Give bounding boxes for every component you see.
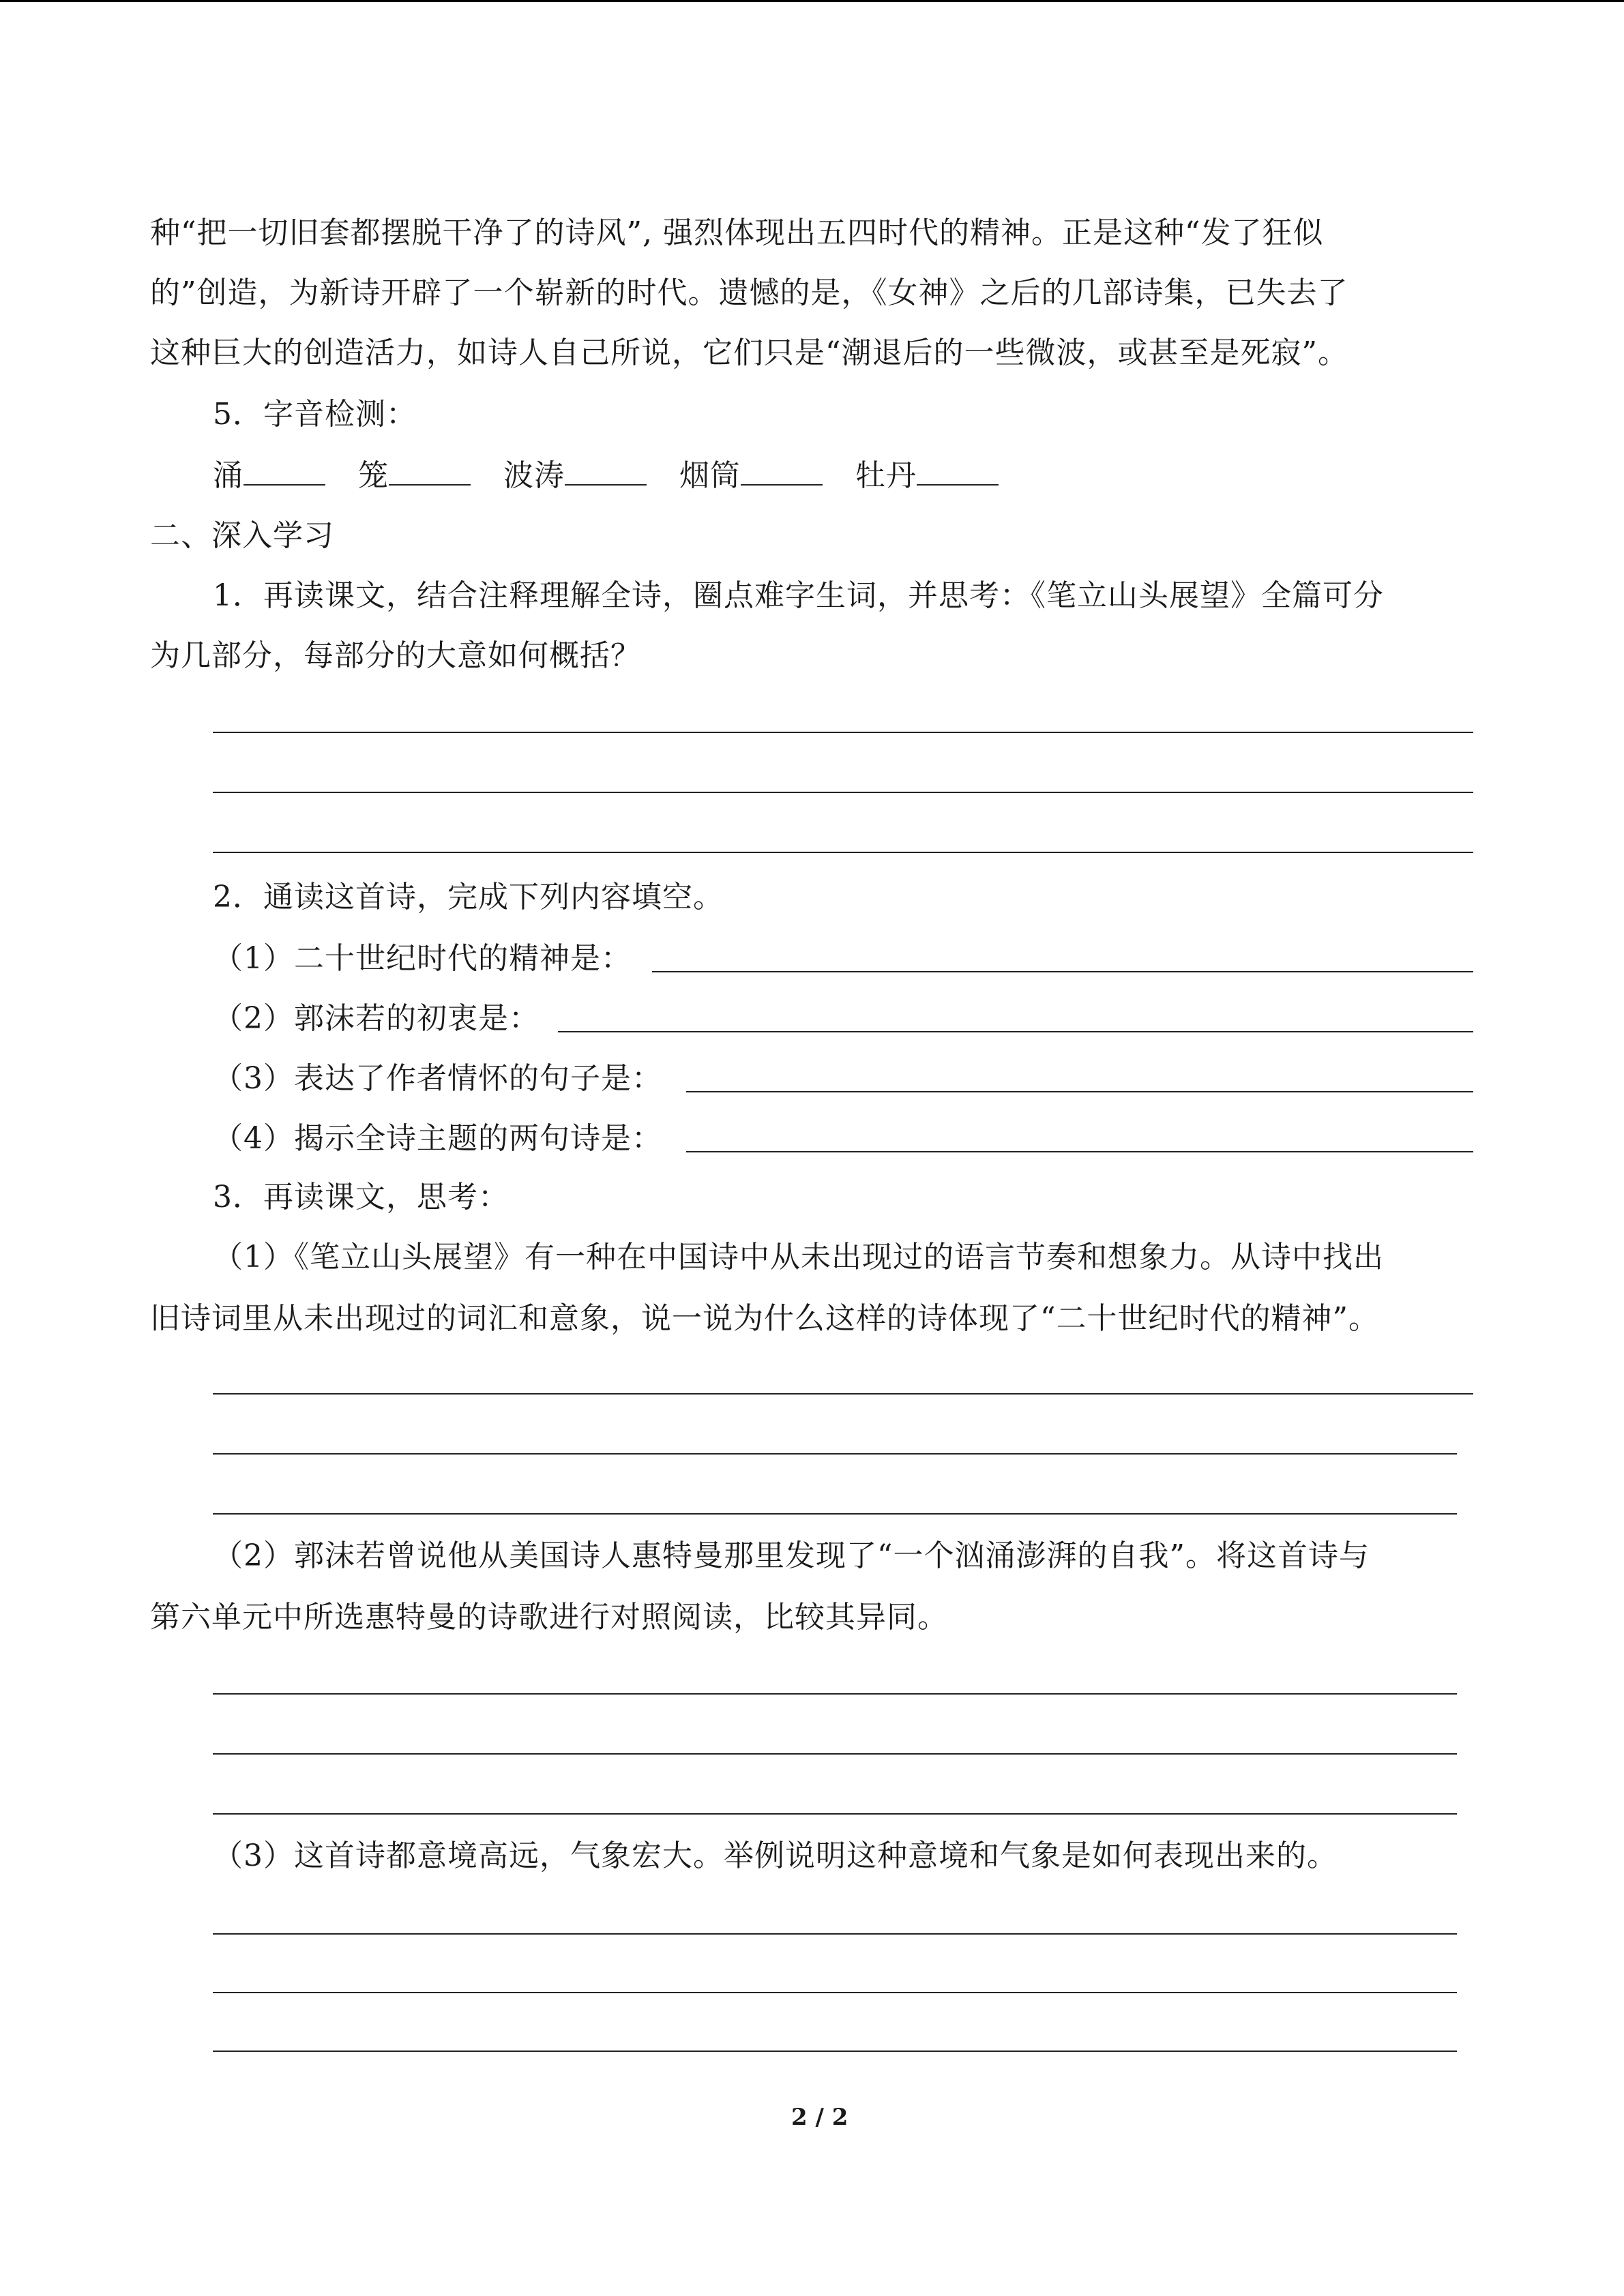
fill-blank-line[interactable]	[686, 1091, 1473, 1092]
intro-line-2: 的”创造，为新诗开辟了一个崭新的时代。遗憾的是，《女神》之后的几部诗集，已失去了	[150, 275, 1348, 310]
answer-line[interactable]	[213, 1693, 1457, 1695]
answer-line[interactable]	[213, 792, 1473, 793]
answer-line[interactable]	[213, 1813, 1457, 1815]
section-title: 二、深入学习	[150, 518, 334, 553]
pinyin-blank[interactable]	[741, 457, 823, 486]
pinyin-blank[interactable]	[389, 457, 471, 486]
q3-2-line-2: 第六单元中所选惠特曼的诗歌进行对照阅读，比较其异同。	[150, 1600, 948, 1635]
pinyin-blank[interactable]	[565, 457, 647, 486]
pinyin-blank[interactable]	[917, 457, 999, 486]
pinyin-blank[interactable]	[243, 457, 325, 486]
q2-item-2: （2）郭沫若的初衷是：	[213, 1001, 540, 1036]
q5-title: 5．字音检测：	[213, 397, 417, 432]
answer-line[interactable]	[213, 1933, 1457, 1935]
q2-item-4: （4）揭示全诗主题的两句诗是：	[213, 1121, 662, 1156]
fill-blank-line[interactable]	[686, 1151, 1473, 1152]
fill-blank-line[interactable]	[652, 971, 1473, 972]
q3-1-line-1: （1）《笔立山头展望》有一种在中国诗中从未出现过的语言节奏和想象力。从诗中找出	[213, 1240, 1384, 1274]
q2-item-1: （1）二十世纪时代的精神是：	[213, 941, 632, 976]
page-number: 2 / 2	[791, 2104, 848, 2131]
q1-line-2: 为几部分，每部分的大意如何概括？	[150, 638, 641, 673]
pinyin-word: 波涛	[503, 458, 565, 493]
answer-line[interactable]	[213, 1393, 1473, 1395]
q1-line-1: 1．再读课文，结合注释理解全诗，圈点难字生词，并思考：《笔立山头展望》全篇可分	[213, 578, 1384, 613]
q5-word-row	[213, 457, 1031, 495]
answer-line[interactable]	[213, 852, 1473, 853]
answer-line[interactable]	[213, 1753, 1457, 1755]
q3-3-line: （3）这首诗都意境高远，气象宏大。举例说明这种意境和气象是如何表现出来的。	[213, 1838, 1338, 1873]
q3-title: 3．再读课文，思考：	[213, 1180, 509, 1214]
answer-line[interactable]	[213, 732, 1473, 733]
pinyin-word: 牡丹	[855, 458, 917, 493]
pinyin-word: 烟筒	[679, 458, 741, 493]
q2-item-3: （3）表达了作者情怀的句子是：	[213, 1061, 662, 1096]
pinyin-word: 涌	[213, 458, 243, 493]
q3-2-line-1: （2）郭沫若曾说他从美国诗人惠特曼那里发现了“一个汹涌澎湃的自我”。将这首诗与	[213, 1538, 1370, 1573]
answer-line[interactable]	[213, 1453, 1457, 1455]
intro-line-3: 这种巨大的创造活力，如诗人自己所说，它们只是“潮退后的一些微波，或甚至是死寂”。	[150, 336, 1348, 370]
pinyin-word: 笼	[358, 458, 389, 493]
q3-1-line-2: 旧诗词里从未出现过的词汇和意象，说一说为什么这样的诗体现了“二十世纪时代的精神”。	[150, 1301, 1379, 1336]
answer-line[interactable]	[213, 2051, 1457, 2052]
q2-title: 2．通读这首诗，完成下列内容填空。	[213, 880, 724, 914]
answer-line[interactable]	[213, 1992, 1457, 1993]
answer-line[interactable]	[213, 1513, 1457, 1515]
intro-line-1: 种“把一切旧套都摆脱干净了的诗风”, 强烈体现出五四时代的精神。正是这种“发了狂似	[150, 215, 1324, 250]
fill-blank-line[interactable]	[558, 1031, 1473, 1032]
